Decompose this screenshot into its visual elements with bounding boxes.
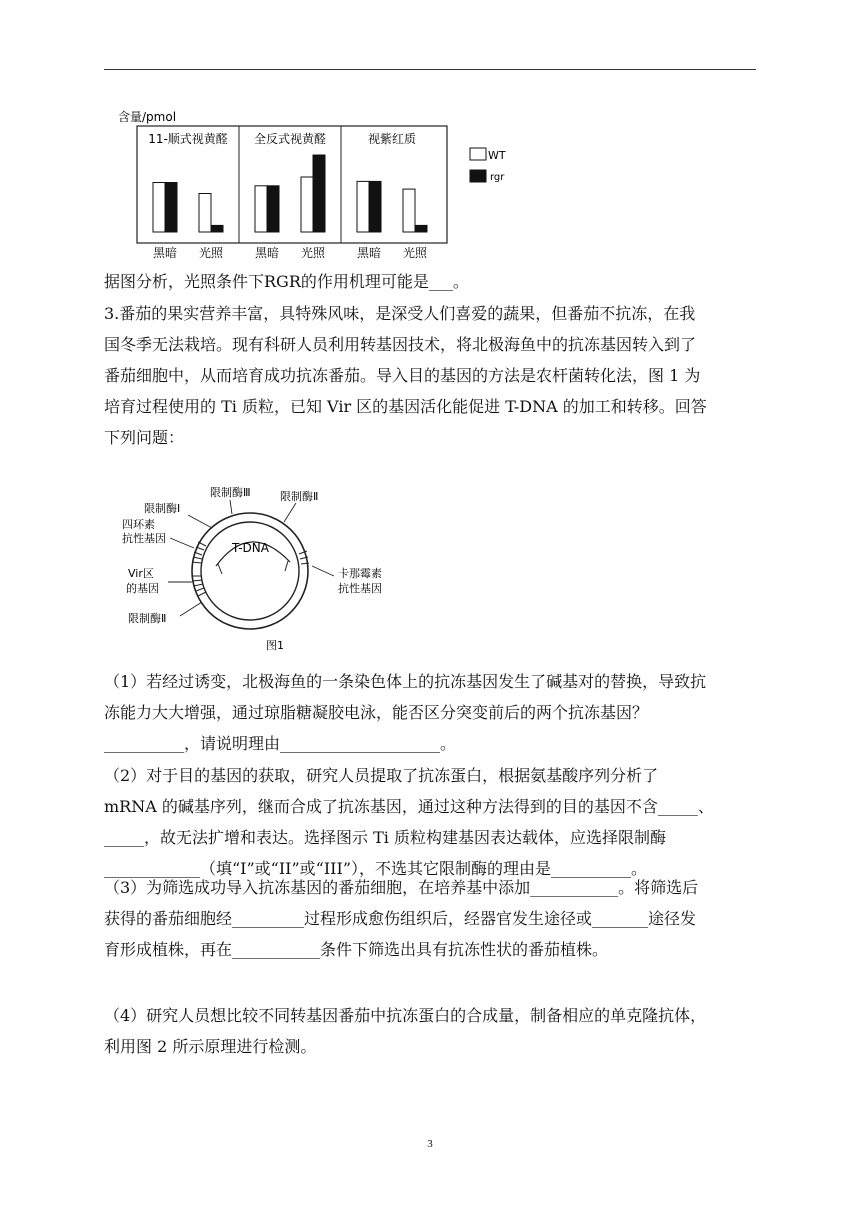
category-label: 黑暗: [254, 246, 280, 260]
enzyme-3-label: 限制酶Ⅲ: [210, 486, 251, 499]
panel-title: 视紫红质: [367, 132, 417, 146]
text-line: 下列问题：: [104, 428, 185, 447]
category-label: 黑暗: [356, 246, 382, 260]
text-line: _____，故无法扩增和表达。选择图示 Ti 质粒构建基因表达载体，应选择限制酶: [104, 828, 666, 847]
page-number: 3: [427, 1138, 433, 1150]
kanamycin-label: 抗性基因: [338, 582, 382, 595]
text-line: （4）研究人员想比较不同转基因番茄中抗冻蛋白的合成量，制备相应的单克隆抗体，: [104, 1006, 707, 1025]
legend-swatch-rgr: [470, 170, 486, 182]
category-label: 光照: [402, 246, 428, 260]
bar-rgr: [313, 155, 325, 232]
text-line: （1）若经过诱变，北极海鱼的一条染色体上的抗冻基因发生了碱基对的替换，导致抗: [104, 672, 707, 691]
category-label: 光照: [198, 246, 224, 260]
enzyme-1-label: 限制酶Ⅰ: [144, 502, 181, 515]
bar-rgr: [369, 181, 381, 232]
text-line: （3）为筛选成功导入抗冻基因的番茄细胞，在培养基中添加___________。将筛选后: [104, 878, 699, 897]
y-axis-label: 含量/pmol: [118, 110, 177, 124]
text-line: 利用图 2 所示原理进行检测。: [104, 1037, 317, 1056]
tetracycline-label: 四环素: [122, 518, 155, 531]
bar-rgr: [165, 183, 177, 233]
plasmid-outer-ring: [192, 513, 308, 629]
text-line: 番茄细胞中，从而培育成功抗冻番茄。导入目的基因的方法是农杆菌转化法，图 1 为: [104, 366, 701, 385]
bar-rgr: [415, 225, 427, 232]
bar-wt: [357, 181, 369, 232]
question-3-stem: [104, 298, 756, 453]
text-line: 获得的番茄细胞经_________过程形成愈伤组织后，经器官发生途径或_______途径发: [104, 909, 697, 928]
vir-label: Vir区: [128, 567, 154, 580]
bar-rgr: [211, 225, 223, 232]
text-line: ____________（填“I”或“II”或“III”），不选其它限制酶的理由是__________。: [104, 859, 648, 878]
bar-wt: [255, 186, 267, 232]
chart-question: 据图分析，光照条件下RGR的作用机理可能是___。: [104, 272, 469, 291]
sub-question-2: [104, 760, 756, 884]
panel-title: 全反式视黄醛: [253, 132, 327, 146]
bar-wt: [301, 177, 313, 232]
sub-question-3: [104, 872, 756, 965]
plasmid-diagram: [118, 478, 438, 658]
text-line: 培育过程使用的 Ti 质粒，已知 Vir 区的基因活化能促进 T-DNA 的加工和转移。回答: [104, 397, 707, 416]
bar-wt: [153, 183, 165, 233]
text-line: 3.番茄的果实营养丰富，具特殊风味，是深受人们喜爱的蔬果，但番茄不抗冻，在我: [104, 304, 696, 323]
t-dna-label: T-DNA: [232, 541, 269, 555]
text-line: 育形成植株，再在___________条件下筛选出具有抗冻性状的番茄植株。: [104, 940, 609, 959]
text-line: 冻能力大大增强，通过琼脂糖凝胶电泳，能否区分突变前后的两个抗冻基因？: [104, 703, 649, 722]
bar-chart: [104, 104, 524, 264]
legend-label-wt: WT: [488, 149, 506, 162]
sub-question-1: [104, 666, 756, 759]
text-line: __________，请说明理由____________________。: [104, 734, 457, 753]
panel-title: 11-顺式视黄醛: [148, 132, 228, 146]
bar-wt: [199, 194, 211, 233]
category-label: 光照: [300, 246, 326, 260]
text-line: （2）对于目的基因的获取，研究人员提取了抗冻蛋白，根据氨基酸序列分析了: [104, 766, 659, 785]
vir-label: 的基因: [126, 582, 159, 595]
sub-question-4: [104, 1000, 756, 1062]
figure-caption: 图1: [266, 639, 284, 652]
bar-rgr: [267, 186, 279, 232]
header-rule: [104, 69, 756, 70]
enzyme-2-top-label: 限制酶Ⅱ: [280, 490, 319, 503]
bar-wt: [403, 189, 415, 232]
legend-swatch-wt: [470, 148, 486, 160]
t-dna-tick: [218, 564, 222, 574]
plasmid-inner-ring: [201, 522, 299, 620]
text-line: 国冬季无法栽培。现有科研人员利用转基因技术，将北极海鱼中的抗冻基因转入到了: [104, 335, 697, 354]
tetracycline-label: 抗性基因: [122, 532, 166, 545]
legend-label-rgr: rgr: [490, 172, 505, 183]
text-line: mRNA 的碱基序列，继而合成了抗冻基因，通过这种方法得到的目的基因不含_____、: [104, 797, 714, 816]
kanamycin-label: 卡那霉素: [338, 567, 382, 580]
enzyme-2-bottom-label: 限制酶Ⅱ: [128, 612, 167, 625]
t-dna-tick: [285, 561, 288, 571]
category-label: 黑暗: [152, 246, 178, 260]
